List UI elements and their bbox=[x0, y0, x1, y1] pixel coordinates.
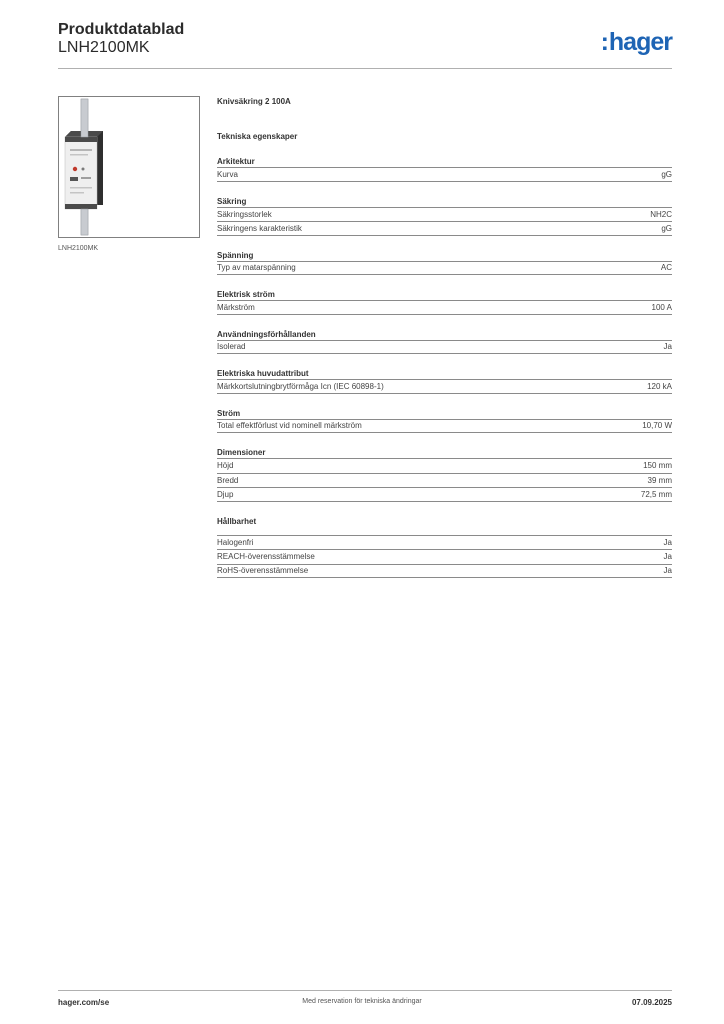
page-title: Produktdatablad bbox=[58, 21, 185, 38]
spec-label: Bredd bbox=[217, 475, 239, 485]
spec-group-sakring bbox=[217, 196, 672, 236]
spec-label: REACH-överensstämmelse bbox=[217, 552, 315, 562]
spec-label: Märkström bbox=[217, 302, 255, 312]
spec-row bbox=[217, 564, 672, 579]
specification-panel bbox=[217, 96, 672, 578]
spec-label: Märkkortslutningbrytförmåga Icn (IEC 60898-1) bbox=[217, 381, 384, 391]
spec-row bbox=[217, 221, 672, 236]
product-name: Knivsäkring 2 100A bbox=[217, 97, 291, 106]
spec-value: 39 mm bbox=[647, 475, 672, 485]
spec-value: AC bbox=[660, 263, 672, 273]
group-title: Ström bbox=[217, 408, 241, 418]
spec-group-dimensioner bbox=[217, 447, 672, 502]
spec-value: NH2C bbox=[650, 209, 672, 219]
spec-row bbox=[217, 340, 672, 355]
footer-notice: Med reservation för tekniska ändringar bbox=[302, 998, 422, 1005]
spec-row bbox=[217, 549, 672, 564]
spec-label: Höjd bbox=[217, 461, 234, 471]
spec-group-elektriska-huvudattribut bbox=[217, 368, 672, 394]
section-heading: Tekniska egenskaper bbox=[217, 132, 298, 141]
spec-row bbox=[217, 419, 672, 434]
spec-value: 150 mm bbox=[643, 461, 672, 471]
group-title: Spänning bbox=[217, 250, 254, 260]
spec-row bbox=[217, 261, 672, 276]
spec-row bbox=[217, 300, 672, 315]
spec-label: Kurva bbox=[217, 169, 238, 179]
fuse-illustration-icon bbox=[59, 97, 199, 237]
spec-label: Djup bbox=[217, 489, 234, 499]
footer-divider bbox=[58, 990, 672, 991]
spec-row bbox=[217, 379, 672, 394]
logo-text: hager bbox=[608, 28, 672, 56]
spec-value: Ja bbox=[663, 342, 672, 352]
spec-value: Ja bbox=[663, 566, 672, 576]
spec-label: Isolerad bbox=[217, 342, 246, 352]
spec-value: 10,70 W bbox=[642, 421, 672, 431]
spec-value: gG bbox=[661, 223, 672, 233]
spec-group-strom bbox=[217, 408, 672, 434]
header-divider bbox=[58, 68, 672, 69]
footer-date: 07.09.2025 bbox=[631, 998, 672, 1007]
spec-group-arkitektur bbox=[217, 156, 672, 182]
spec-value: 120 kA bbox=[647, 381, 672, 391]
spec-group-elektrisk-strom bbox=[217, 289, 672, 315]
spec-row bbox=[217, 167, 672, 182]
spec-label: Halogenfri bbox=[217, 537, 254, 547]
group-title: Användningsförhållanden bbox=[217, 329, 316, 339]
spec-value: 100 A bbox=[651, 302, 672, 312]
spec-value: gG bbox=[661, 169, 672, 179]
spec-row bbox=[217, 487, 672, 502]
spec-value: Ja bbox=[663, 537, 672, 547]
spec-label: Typ av matarspänning bbox=[217, 263, 296, 273]
spec-row bbox=[217, 207, 672, 222]
group-title: Säkring bbox=[217, 196, 247, 206]
spec-label: Säkringsstorlek bbox=[217, 209, 272, 219]
spec-group-hallbarhet bbox=[217, 516, 672, 579]
footer-website-link[interactable]: hager.com/se bbox=[58, 998, 110, 1007]
spec-row bbox=[217, 473, 672, 488]
spec-value: Ja bbox=[663, 552, 672, 562]
image-caption: LNH2100MK bbox=[58, 245, 99, 252]
product-code: LNH2100MK bbox=[58, 39, 150, 56]
spec-row bbox=[217, 458, 672, 473]
group-title: Elektriska huvudattribut bbox=[217, 369, 309, 378]
group-title: Hållbarhet bbox=[217, 516, 257, 526]
group-title: Dimensioner bbox=[217, 448, 266, 457]
group-title: Elektrisk ström bbox=[217, 290, 275, 299]
spec-row bbox=[217, 535, 672, 550]
group-title: Arkitektur bbox=[217, 157, 255, 166]
spec-label: Säkringens karakteristik bbox=[217, 223, 302, 233]
logo-dots-icon: : bbox=[600, 28, 608, 56]
spec-group-anvandningsforhallanden bbox=[217, 329, 672, 355]
spec-group-spanning bbox=[217, 250, 672, 276]
spec-value: 72,5 mm bbox=[640, 489, 672, 499]
hager-logo bbox=[601, 27, 672, 57]
product-image bbox=[58, 96, 200, 238]
spec-label: Total effektförlust vid nominell märkström bbox=[217, 421, 362, 431]
spec-label: RoHS-överensstämmelse bbox=[217, 566, 309, 576]
